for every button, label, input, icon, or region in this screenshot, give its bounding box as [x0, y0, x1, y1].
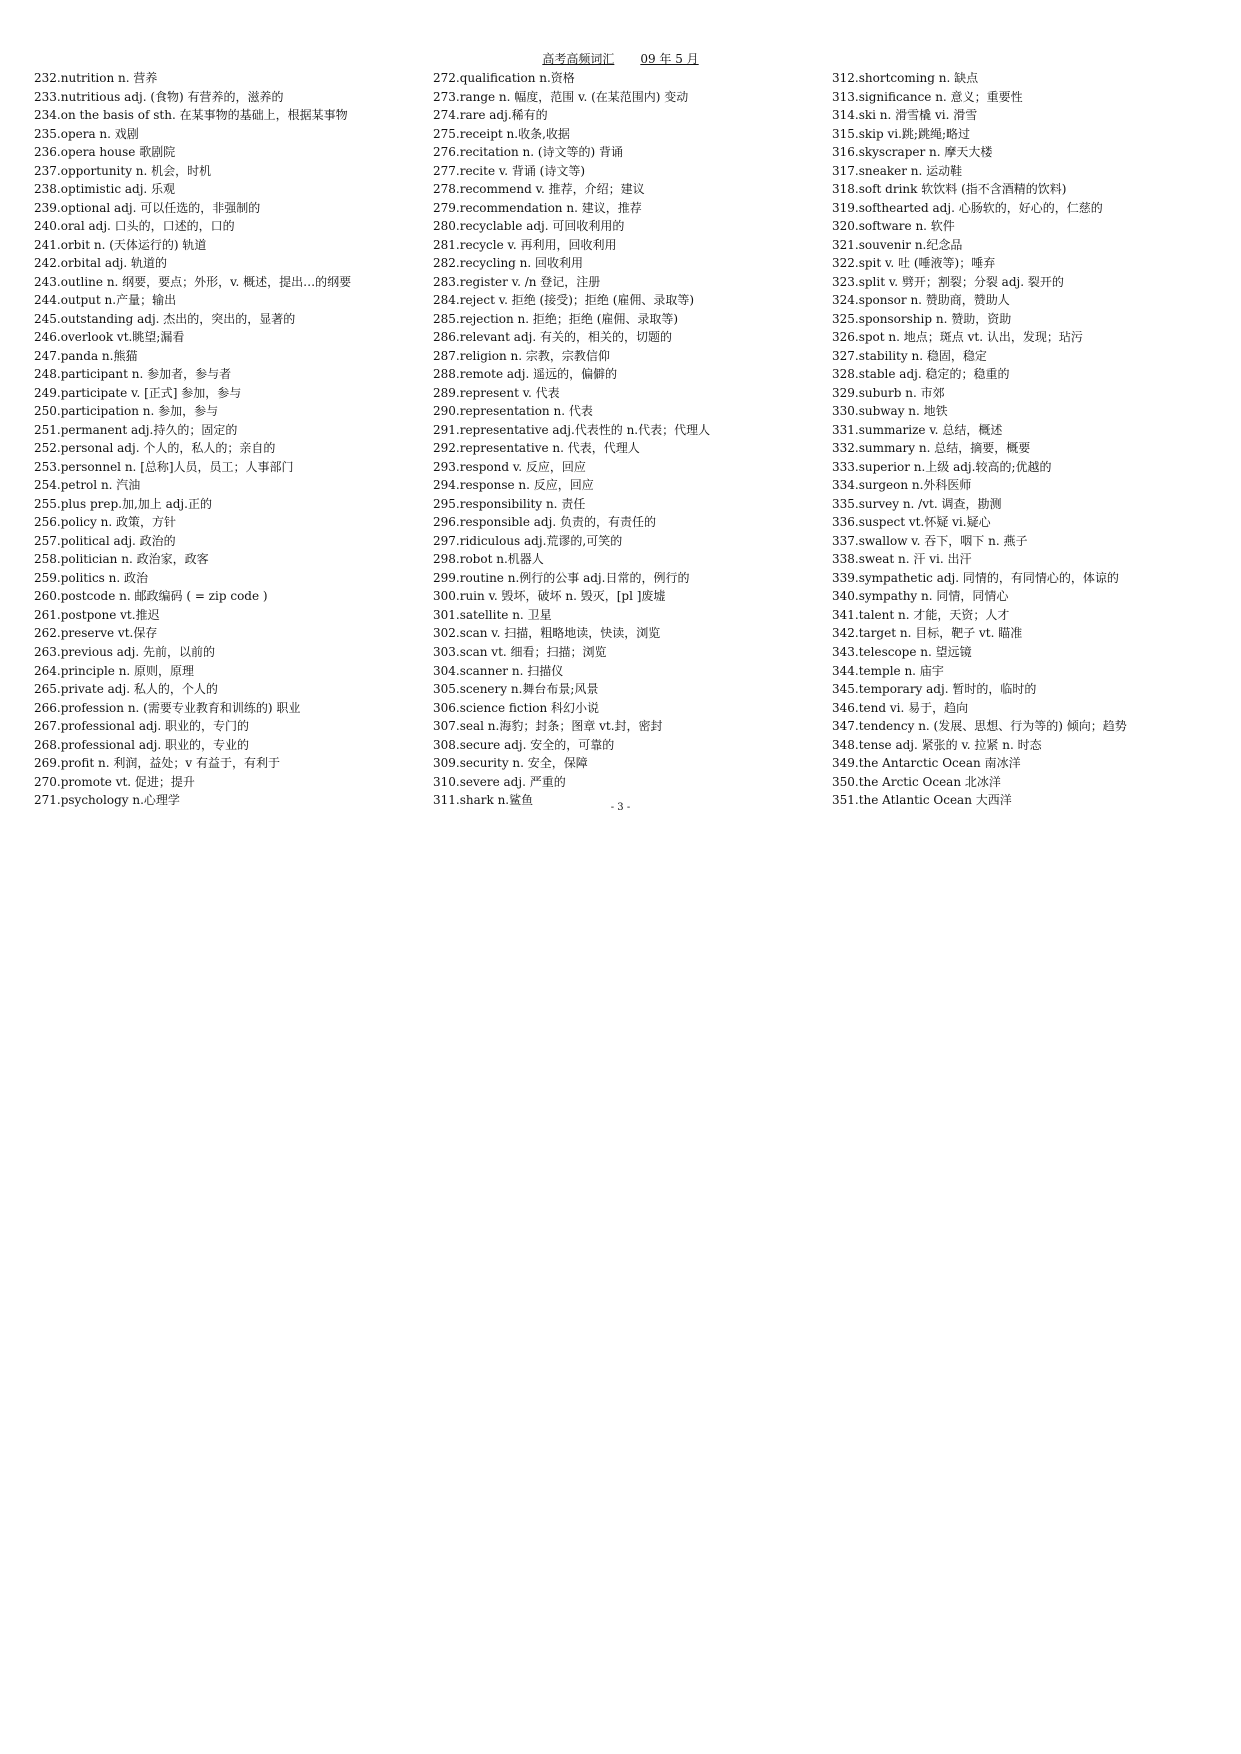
vocabulary-entry: 259.politics n. 政治 — [34, 570, 149, 585]
vocabulary-entry: 249.participate v. [正式] 参加，参与 — [34, 385, 242, 400]
vocabulary-entry: 281.recycle v. 再利用，回收利用 — [433, 237, 617, 252]
vocabulary-entry: 330.subway n. 地铁 — [832, 404, 948, 419]
vocabulary-entry: 268.professional adj. 职业的，专业的 — [34, 737, 250, 752]
header-title: 高考高频词汇 — [542, 52, 615, 66]
vocabulary-entry: 336.suspect vt.怀疑 vi.疑心 — [832, 515, 991, 530]
vocabulary-entry: 319.softhearted adj. 心肠软的，好心的，仁慈的 — [832, 200, 1103, 215]
vocabulary-entry: 237.opportunity n. 机会，时机 — [34, 163, 212, 178]
vocabulary-entry: 270.promote vt. 促进；提升 — [34, 774, 195, 789]
vocabulary-entry: 257.political adj. 政治的 — [34, 533, 176, 548]
vocabulary-entry: 271.psychology n.心理学 — [34, 793, 180, 808]
vocabulary-entry: 301.satellite n. 卫星 — [433, 607, 552, 622]
vocabulary-entry: 334.surgeon n.外科医师 — [832, 478, 972, 493]
vocabulary-entry: 272.qualification n.资格 — [433, 71, 575, 85]
vocabulary-entry: 350.the Arctic Ocean 北冰洋 — [832, 774, 1001, 789]
vocabulary-entry: 234.on the basis of sth. 在某事物的基础上，根据某事物 — [34, 108, 348, 123]
vocabulary-entry: 348.tense adj. 紧张的 v. 拉紧 n. 时态 — [832, 737, 1042, 752]
vocabulary-entry: 263.previous adj. 先前，以前的 — [34, 644, 215, 659]
vocabulary-entry: 240.oral adj. 口头的，口述的，口的 — [34, 219, 235, 234]
vocabulary-entry: 245.outstanding adj. 杰出的，突出的，显著的 — [34, 311, 296, 326]
vocabulary-entry: 303.scan vt. 细看；扫描；浏览 — [433, 644, 607, 659]
vocabulary-column-2 — [433, 69, 828, 810]
vocabulary-entry: 269.profit n. 利润，益处；v 有益于，有利于 — [34, 756, 280, 771]
vocabulary-entry: 273.range n. 幅度，范围 v. (在某范围内) 变动 — [433, 89, 689, 104]
vocabulary-entry: 233.nutritious adj. (食物) 有营养的，滋养的 — [34, 89, 284, 104]
vocabulary-entry: 242.orbital adj. 轨道的 — [34, 256, 168, 271]
vocabulary-entry: 305.scenery n.舞台布景;风景 — [433, 682, 599, 697]
vocabulary-entry: 282.recycling n. 回收利用 — [433, 256, 584, 271]
vocabulary-entry: 324.sponsor n. 赞助商，赞助人 — [832, 293, 1010, 308]
vocabulary-entry: 265.private adj. 私人的，个人的 — [34, 682, 218, 697]
vocabulary-entry: 312.shortcoming n. 缺点 — [832, 71, 979, 85]
vocabulary-entry: 262.preserve vt.保存 — [34, 626, 158, 641]
vocabulary-entry: 251.permanent adj.持久的；固定的 — [34, 422, 238, 437]
vocabulary-entry: 277.recite v. 背诵 (诗文等) — [433, 163, 586, 178]
vocabulary-entry: 339.sympathetic adj. 同情的，有同情心的，体谅的 — [832, 570, 1119, 585]
vocabulary-entry: 329.suburb n. 市郊 — [832, 385, 945, 400]
vocabulary-entry: 248.participant n. 参加者，参与者 — [34, 367, 232, 382]
vocabulary-entry: 337.swallow v. 吞下，咽下 n. 燕子 — [832, 533, 1028, 548]
vocabulary-entry: 291.representative adj.代表性的 n.代表；代理人 — [433, 422, 711, 437]
vocabulary-entry: 313.significance n. 意义；重要性 — [832, 89, 1023, 104]
vocabulary-entry: 310.severe adj. 严重的 — [433, 774, 566, 789]
vocabulary-entry: 292.representative n. 代表，代理人 — [433, 441, 640, 456]
vocabulary-entry: 346.tend vi. 易于，趋向 — [832, 700, 969, 715]
vocabulary-entry: 323.split v. 劈开；割裂；分裂 adj. 裂开的 — [832, 274, 1064, 289]
vocabulary-entry: 297.ridiculous adj.荒谬的,可笑的 — [433, 533, 623, 548]
vocabulary-entry: 315.skip vi.跳;跳绳;略过 — [832, 126, 971, 141]
vocabulary-entry: 296.responsible adj. 负责的，有责任的 — [433, 515, 656, 530]
vocabulary-entry: 238.optimistic adj. 乐观 — [34, 182, 176, 197]
vocabulary-entry: 314.ski n. 滑雪橇 vi. 滑雪 — [832, 108, 978, 123]
vocabulary-entry: 288.remote adj. 遥远的，偏僻的 — [433, 367, 618, 382]
vocabulary-entry: 280.recyclable adj. 可回收利用的 — [433, 219, 625, 234]
vocabulary-entry: 278.recommend v. 推荐，介绍；建议 — [433, 182, 645, 197]
vocabulary-entry: 317.sneaker n. 运动鞋 — [832, 163, 963, 178]
vocabulary-entry: 309.security n. 安全，保障 — [433, 756, 588, 771]
vocabulary-entry: 347.tendency n. (发展、思想、行为等的) 倾向；趋势 — [832, 719, 1127, 734]
vocabulary-entry: 294.response n. 反应，回应 — [433, 478, 594, 493]
vocabulary-entry: 279.recommendation n. 建议，推荐 — [433, 200, 642, 215]
vocabulary-column-1 — [34, 69, 429, 810]
vocabulary-entry: 343.telescope n. 望远镜 — [832, 644, 972, 659]
vocabulary-entry: 253.personnel n. [总称]人员，员工；人事部门 — [34, 459, 294, 474]
vocabulary-entry: 252.personal adj. 个人的，私人的；亲自的 — [34, 441, 276, 456]
vocabulary-entry: 341.talent n. 才能，天资；人才 — [832, 607, 1010, 622]
vocabulary-entry: 258.politician n. 政治家，政客 — [34, 552, 209, 567]
vocabulary-entry: 283.register v. /n 登记，注册 — [433, 274, 601, 289]
vocabulary-entry: 342.target n. 目标，靶子 vt. 瞄准 — [832, 626, 1023, 641]
page-header — [0, 52, 1241, 66]
vocabulary-entry: 275.receipt n.收条,收据 — [433, 126, 570, 141]
vocabulary-entry: 290.representation n. 代表 — [433, 404, 593, 419]
vocabulary-entry: 260.postcode n. 邮政编码 ( = zip code ) — [34, 589, 268, 604]
vocabulary-entry: 331.summarize v. 总结，概述 — [832, 422, 1003, 437]
vocabulary-entry: 276.recitation n. (诗文等的) 背诵 — [433, 145, 624, 160]
vocabulary-entry: 308.secure adj. 安全的，可靠的 — [433, 737, 615, 752]
vocabulary-entry: 322.spit v. 吐 (唾液等)；唾弃 — [832, 256, 996, 271]
vocabulary-entry: 300.ruin v. 毁坏，破坏 n. 毁灭，[pl ]废墟 — [433, 589, 666, 604]
vocabulary-entry: 261.postpone vt.推迟 — [34, 607, 160, 622]
vocabulary-entry: 264.principle n. 原则，原理 — [34, 663, 195, 678]
vocabulary-entry: 326.spot n. 地点；斑点 vt. 认出，发现；玷污 — [832, 330, 1083, 345]
vocabulary-entry: 321.souvenir n.纪念品 — [832, 237, 963, 252]
vocabulary-entry: 304.scanner n. 扫描仪 — [433, 663, 564, 678]
header-date: 09 年 5 月 — [640, 52, 699, 66]
vocabulary-entry: 328.stable adj. 稳定的；稳重的 — [832, 367, 1010, 382]
vocabulary-entry: 267.professional adj. 职业的，专门的 — [34, 719, 250, 734]
vocabulary-column-3 — [832, 69, 1227, 810]
vocabulary-entry: 241.orbit n. (天体运行的) 轨道 — [34, 237, 207, 252]
vocabulary-entry: 266.profession n. (需要专业教育和训练的) 职业 — [34, 700, 301, 715]
vocabulary-entry: 285.rejection n. 拒绝；拒绝 (雇佣、录取等) — [433, 311, 679, 326]
vocabulary-entry: 344.temple n. 庙宇 — [832, 663, 944, 678]
vocabulary-entry: 332.summary n. 总结，摘要，概要 — [832, 441, 1031, 456]
vocabulary-entry: 239.optional adj. 可以任选的，非强制的 — [34, 200, 261, 215]
vocabulary-entry: 318.soft drink 软饮料 (指不含酒精的饮料) — [832, 182, 1067, 197]
vocabulary-entry: 302.scan v. 扫描，粗略地读，快读，浏览 — [433, 626, 661, 641]
vocabulary-entry: 254.petrol n. 汽油 — [34, 478, 141, 493]
vocabulary-entry: 345.temporary adj. 暂时的，临时的 — [832, 682, 1037, 697]
vocabulary-entry: 284.reject v. 拒绝 (接受)；拒绝 (雇佣、录取等) — [433, 293, 695, 308]
vocabulary-entry: 298.robot n.机器人 — [433, 552, 544, 567]
vocabulary-entry: 286.relevant adj. 有关的，相关的，切题的 — [433, 330, 672, 345]
vocabulary-entry: 256.policy n. 政策，方针 — [34, 515, 176, 530]
vocabulary-entry: 307.seal n.海豹；封条；图章 vt.封，密封 — [433, 719, 663, 734]
vocabulary-entry: 299.routine n.例行的公事 adj.日常的，例行的 — [433, 570, 690, 585]
vocabulary-entry: 274.rare adj.稀有的 — [433, 108, 548, 123]
vocabulary-entry: 325.sponsorship n. 赞助，资助 — [832, 311, 1012, 326]
vocabulary-entry: 289.represent v. 代表 — [433, 385, 560, 400]
vocabulary-entry: 349.the Antarctic Ocean 南冰洋 — [832, 756, 1021, 771]
vocabulary-entry: 246.overlook vt.眺望;漏看 — [34, 330, 185, 345]
vocabulary-entry: 311.shark n.鲨鱼 — [433, 793, 534, 808]
vocabulary-entry: 316.skyscraper n. 摩天大楼 — [832, 145, 993, 160]
vocabulary-entry: 306.science fiction 科幻小说 — [433, 700, 600, 715]
vocabulary-entry: 327.stability n. 稳固，稳定 — [832, 348, 987, 363]
vocabulary-entry: 333.superior n.上级 adj.较高的;优越的 — [832, 459, 1052, 474]
vocabulary-entry: 243.outline n. 纲要，要点；外形，v. 概述，提出…的纲要 — [34, 274, 352, 289]
vocabulary-entry: 235.opera n. 戏剧 — [34, 126, 139, 141]
vocabulary-entry: 335.survey n. /vt. 调查，勘测 — [832, 496, 1002, 511]
vocabulary-entry: 250.participation n. 参加，参与 — [34, 404, 219, 419]
vocabulary-entry: 232.nutrition n. 营养 — [34, 71, 158, 85]
vocabulary-entry: 287.religion n. 宗教，宗教信仰 — [433, 348, 610, 363]
page-number: - 3 - — [610, 802, 631, 813]
vocabulary-entry: 320.software n. 软件 — [832, 219, 955, 234]
vocabulary-entry: 247.panda n.熊猫 — [34, 348, 138, 363]
vocabulary-entry: 295.responsibility n. 责任 — [433, 496, 586, 511]
vocabulary-entry: 255.plus prep.加,加上 adj.正的 — [34, 496, 212, 511]
vocabulary-entry: 293.respond v. 反应，回应 — [433, 459, 586, 474]
vocabulary-entry: 338.sweat n. 汗 vi. 出汗 — [832, 552, 972, 567]
vocabulary-entry: 340.sympathy n. 同情，同情心 — [832, 589, 1009, 604]
vocabulary-entry: 236.opera house 歌剧院 — [34, 145, 176, 160]
vocabulary-entry: 244.output n.产量；输出 — [34, 293, 177, 308]
vocabulary-entry: 351.the Atlantic Ocean 大西洋 — [832, 793, 1012, 808]
